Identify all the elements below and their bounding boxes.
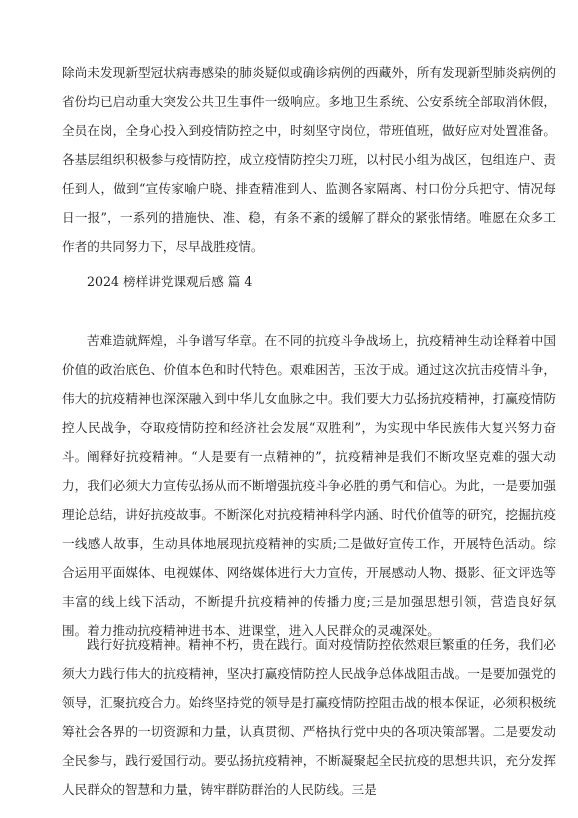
paragraph-practice-spirit: 践行好抗疫精神。精神不朽，贵在践行。面对疫情防控依然艰巨繁重的任务，我们必须大力践行伟大的抗疫精神，坚决打赢疫情防控人民战争总体战阻击战。一是要加强党的领导，汇聚抗疫合力。始终坚持党的领导是打赢疫情防控阻击战的根本保证，必须积极统筹社会各界的一切资源和力量，认真贯彻、严格执行党中央的各项决策部署。二是要发动全民参与，践行爱国行动。要弘扬抗疫精神，不断凝聚起全民抗疫的思想共识，充分发挥人民群众的智慧和力量，铸牢群防群治的人民防线。三是	[62, 637, 556, 797]
section-heading: 2024 榜样讲党课观后感 篇 4	[87, 274, 253, 289]
paragraph-intro: 苦难造就辉煌，斗争谱写华章。在不同的抗疫斗争战场上，抗疫精神生动诠释着中国价值的政治底色、价值本色和时代特色。艰难困苦，玉汝于成。通过这次抗击疫情斗争，伟大的抗疫精神也深深融入到中华儿女血脉之中。我们要大力弘扬抗疫精神，打赢疫情防控人民战争，夺取疫情防控和经济社会发展“双胜利”，为实现中华民族伟大复兴努力奋斗。	[62, 333, 556, 464]
paragraph-interpret-spirit: 阐释好抗疫精神。“人是要有一点精神的”，抗疫精神是我们不断攻坚克难的强大动力，我们必须大力宣传弘扬从而不断增强抗疫斗争必胜的勇气和信心。为此，一是要加强理论总结，讲好抗疫故事。不断深化对抗疫精神科学内涵、时代价值等的研究，挖掘抗疫一线感人故事，生动具体地展现抗疫精神的实质;二是做好宣传工作，开展特色活动。综合运用平面媒体、电视媒体、网络媒体进行大力宣传，开展感动人物、摄影、征文评选等丰富的线上线下活动，不断提升抗疫精神的传播力度;三是加强思想引领，营造良好氛围。着力推动抗疫精神进书本、进课堂，进入人民群众的灵魂深处。	[62, 449, 556, 638]
paragraph-continuation: 除尚未发现新型冠状病毒感染的肺炎疑似或确诊病例的西藏外，所有发现新型肺炎病例的省份均已启动重大突发公共卫生事件一级响应。多地卫生系统、公安系统全部取消休假，全员在岗，全身心投入到疫情防控之中，时刻坚守岗位，带班值班，做好应对处置准备。各基层组织积极参与疫情防控，成立疫情防控尖刀班，以村民小组为战区，包组连户、责任到人，做到“宣传家喻户晓、排查精准到人、监测各家隔离、村口份分兵把守、情况每日一报”，一系列的措施快、准、稳，有条不紊的缓解了群众的紧张情绪。唯愿在众多工作者的共同努力下，尽早战胜疫情。	[62, 65, 556, 254]
